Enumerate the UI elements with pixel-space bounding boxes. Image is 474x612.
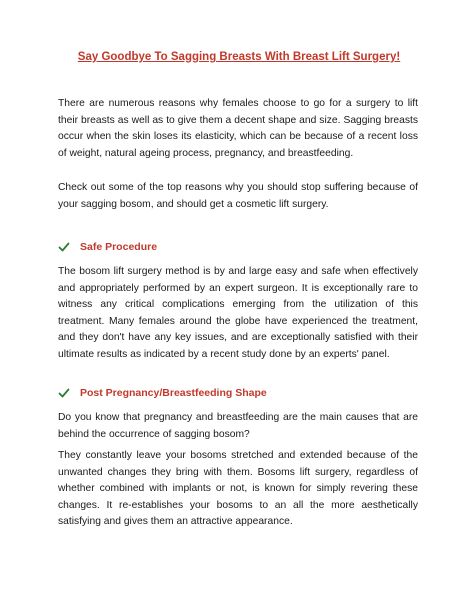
section-paragraph: Do you know that pregnancy and breastfeeding are the main causes that are behind the occurrence of sagging bosom? [58,412,418,440]
checkmark-icon [58,241,70,253]
section-heading-post-pregnancy [58,387,267,399]
intro-paragraph-1: There are numerous reasons why females choose to go for a surgery to lift their breasts as well as to give them a decent shape and size. Sagging breasts occur when the skin loses its elasticity, which can be because of a recent loss of weight, natural ageing process, pregnancy, and breastfeeding. [58,98,418,159]
intro-paragraph-2: Check out some of the top reasons why you should stop suffering because of your sagging bosom, and should get a cosmetic lift surgery. [58,182,418,210]
section-paragraph: They constantly leave your bosoms stretched and extended because of the unwanted changes they bring with them. Bosoms lift surgery, regardless of whether combined with implants or not, is known for simply revering these changes. It re-establishes your bosoms to an all the more aesthetically satisfying and gives them an attractive appearance. [58,450,418,527]
checkmark-icon [58,387,70,399]
page-title: Say Goodbye To Sagging Breasts With Breast Lift Surgery! [77,51,401,63]
section-heading-label: Post Pregnancy/Breastfeeding Shape [80,387,267,399]
section-heading-label: Safe Procedure [80,241,158,253]
section-paragraph: The bosom lift surgery method is by and large easy and safe when effectively and appropriately performed by an expert surgeon. It is exceptionally rare to witness any critical complications emerging from the utilization of this treatment. Many females around the globe have experienced the treatment, and they don't have any key issues, and are exceptionally satisfied with their ultimate results as indicated by a recent study done by an experts' panel. [58,266,418,360]
section-heading-safe-procedure [58,241,157,253]
